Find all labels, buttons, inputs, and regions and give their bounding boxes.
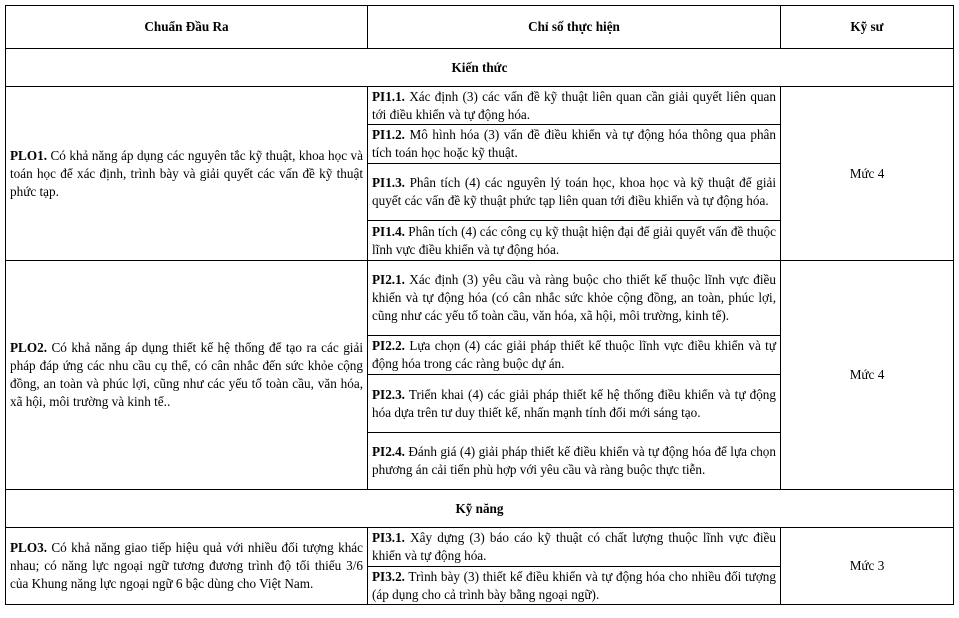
- plo-code: PLO2.: [10, 340, 47, 355]
- plo-code: PLO1.: [10, 147, 47, 163]
- section-title: Kiến thức: [6, 49, 954, 87]
- pi-code: PI1.2.: [372, 127, 405, 142]
- pi-cell: [368, 433, 781, 490]
- level-cell: Mức 4: [781, 87, 954, 261]
- pi-text: Phân tích (4) các công cụ kỹ thuật hiện đại để giải quyết vấn đề thuộc lĩnh vực điều khiển và tự động hóa.: [372, 223, 776, 257]
- header-outcomes: Chuẩn Đầu Ra: [6, 6, 368, 49]
- pi-text: Mô hình hóa (3) vấn đề điều khiển và tự động hóa thông qua phân tích toán học hoặc kỹ thuật.: [372, 127, 776, 160]
- pi-code: PI2.1.: [372, 272, 405, 287]
- pi-text: Đánh giá (4) giải pháp thiết kế điều khiển và tự động hóa để lựa chọn phương án cải tiến phù hợp với yêu cầu và ràng buộc thực tiễn.: [372, 444, 776, 477]
- pi-text: Trình bày (3) thiết kế điều khiển và tự động hóa cho nhiều đối tượng (áp dụng cho cả trình bày bằng ngoại ngữ).: [372, 568, 776, 602]
- pi-cell: [368, 528, 781, 567]
- header-engineer: Kỹ sư: [781, 6, 954, 49]
- pi-cell: [368, 221, 781, 261]
- table-row: [6, 87, 954, 125]
- section-row-knowledge: [6, 49, 954, 87]
- pi-cell: [368, 87, 781, 125]
- plo-text: Có khả năng áp dụng thiết kế hệ thống để tạo ra các giải pháp đáp ứng các nhu cầu cụ thể, có cân nhắc đến sức khỏe cộng đồng, an toàn và phúc lợi, cũng như các yếu tố toàn cầu, văn hóa, xã hội, môi trường và kinh tế..: [10, 340, 363, 409]
- outcomes-table: [5, 5, 954, 605]
- level-cell: Mức 4: [781, 261, 954, 490]
- pi-cell: [368, 125, 781, 164]
- table-row: [6, 261, 954, 336]
- pi-cell: [368, 375, 781, 433]
- pi-text: Triển khai (4) các giải pháp thiết kế hệ thống điều khiển và tự động hóa dựa trên tư duy thiết kế, nhấn mạnh tính đổi mới sáng tạo.: [372, 386, 776, 420]
- pi-cell: [368, 261, 781, 336]
- section-row-skills: [6, 490, 954, 528]
- pi-cell: [368, 164, 781, 221]
- pi-cell: [368, 567, 781, 605]
- section-title: Kỹ năng: [6, 490, 954, 528]
- pi-code: PI1.4.: [372, 223, 405, 239]
- pi-code: PI2.2.: [372, 338, 405, 353]
- plo-text: Có khả năng áp dụng các nguyên tắc kỹ thuật, khoa học và toán học để xác định, trình bày và giải quyết các vấn đề kỹ thuật phức tạp.: [10, 147, 363, 199]
- plo-code: PLO3.: [10, 540, 47, 555]
- plo-cell: [6, 261, 368, 490]
- pi-code: PI2.4.: [372, 444, 405, 459]
- pi-code: PI3.2.: [372, 568, 405, 584]
- pi-text: Xác định (3) các vấn đề kỹ thuật liên quan cần giải quyết liên quan tới điều khiển và tự động hóa.: [372, 88, 776, 122]
- pi-code: PI2.3.: [372, 386, 405, 402]
- pi-text: Lựa chọn (4) các giải pháp thiết kế thuộc lĩnh vực điều khiển và tự động hóa trong các ràng buộc dự án.: [372, 338, 776, 371]
- pi-code: PI1.1.: [372, 88, 405, 104]
- plo-cell: [6, 528, 368, 605]
- header-row: [6, 6, 954, 49]
- pi-text: Xây dựng (3) báo cáo kỹ thuật có chất lượng thuộc lĩnh vực điều khiển và tự động hóa.: [372, 530, 776, 563]
- level-cell: Mức 3: [781, 528, 954, 605]
- pi-code: PI1.3.: [372, 175, 405, 190]
- table-row: [6, 528, 954, 567]
- pi-cell: [368, 336, 781, 375]
- header-indicators: Chỉ số thực hiện: [368, 6, 781, 49]
- pi-text: Xác định (3) yêu cầu và ràng buộc cho thiết kế thuộc lĩnh vực điều khiển và tự động hóa (có cân nhắc sức khỏe cộng đồng, an toàn, phúc lợi, cũng như các yếu tố toàn cầu, văn hóa, xã hội, môi trường, kinh tế).: [372, 272, 776, 323]
- plo-text: Có khả năng giao tiếp hiệu quả với nhiều đối tượng khác nhau; có năng lực ngoại ngữ tương đương trình độ tối thiểu 3/6 của Khung năng lực ngoại ngữ 6 bậc dùng cho Việt Nam.: [10, 540, 363, 591]
- pi-text: Phân tích (4) các nguyên lý toán học, khoa học và kỹ thuật để giải quyết các vấn đề kỹ thuật phức tạp liên quan tới điều khiển và tự động hóa.: [372, 175, 776, 208]
- plo-cell: [6, 87, 368, 261]
- pi-code: PI3.1.: [372, 530, 405, 545]
